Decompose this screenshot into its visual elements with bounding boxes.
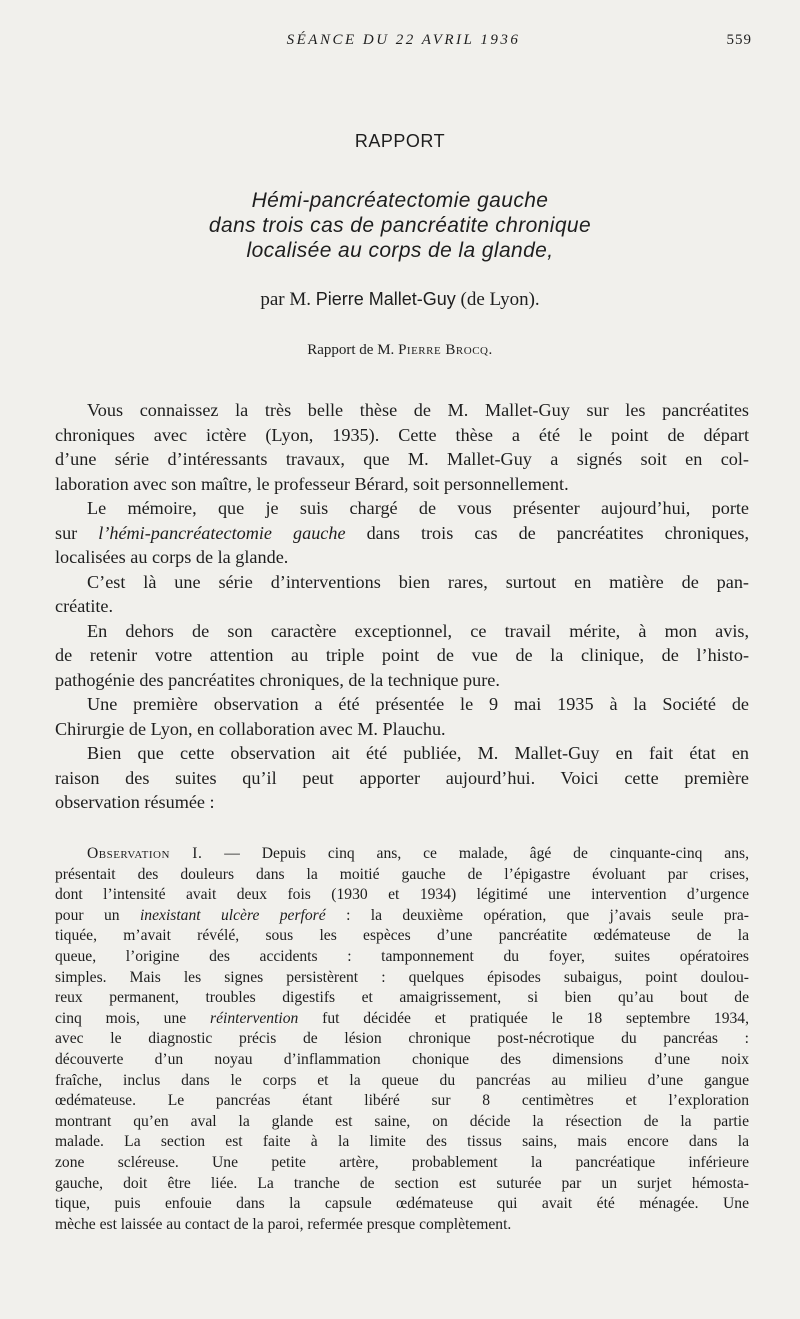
byline-suffix: (de Lyon). (460, 289, 540, 310)
observation-line: avec le diagnostic précis de lésion chronique post-nécrotique du pancréas : (55, 1030, 749, 1048)
paragraph-line: Le mémoire, que je suis chargé de vous présenter aujourd’hui, porte (87, 498, 749, 518)
text-fragment: pour un (55, 906, 120, 924)
paragraph-line: Vous connaissez la très belle thèse de M. Mallet-Guy sur les pancréatites (87, 400, 749, 420)
paragraph-line: C’est là une série d’interventions bien rares, surtout en matière de pan- (87, 571, 749, 592)
observation-line: simples. Mais les signes persistèrent : quelques épisodes subaigus, point doulou- (55, 968, 749, 986)
paragraph-line: observation résumée : (55, 792, 215, 812)
observation-line: présentait des douleurs dans la moitié gauche de l’épigastre évoluant par crises, (55, 865, 749, 883)
observation-line: œdémateuse. Le pancréas étant libéré sur 8 centimètres et l’exploration (55, 1092, 749, 1110)
text-fragment: sur (55, 522, 78, 543)
paragraph-line: localisées au corps de la glande. (55, 547, 289, 567)
observation-line: dont l’intensité avait deux fois (1930 et 1934) légitimé une intervention d’urgence (55, 886, 749, 904)
reporter-line (0, 342, 800, 359)
reporter-name: Pierre Brocq. (398, 342, 493, 358)
paragraph-line: d’une série d’intéressants travaux, que M. Mallet-Guy a signés soit en col- (55, 449, 749, 469)
paragraph-line: de retenir votre attention au triple point de vue de la clinique, de l’histo- (55, 645, 749, 665)
report-body (55, 398, 749, 815)
paragraph-line (55, 521, 749, 546)
observation-label: Observation I. (87, 845, 203, 862)
observation-line (55, 844, 749, 865)
observation-line: tiquée, m’avait révélé, sous les espèces d’une pancréatite œdémateuse de la (55, 927, 749, 945)
observation-line: malade. La section est faite à la limite des tissus sains, mais encore dans la (55, 1133, 749, 1151)
paragraph-line: créatite. (55, 596, 114, 616)
paragraph-line: Une première observation a été présentée le 9 mai 1935 à la Société de (87, 694, 749, 714)
title-line: localisée au corps de la glande, (246, 239, 554, 262)
title-line: dans trois cas de pancréatite chronique (208, 214, 592, 237)
observation-line: reux permanent, troubles digestifs et amaigrissement, si bien qu’au bout de (55, 989, 749, 1007)
observation-line (55, 1009, 749, 1030)
section-heading: RAPPORT (354, 131, 446, 151)
observation-line: tique, puis enfouie dans la capsule œdémateuse qui avait été ménagée. Une (55, 1195, 749, 1213)
paragraph-line: En dehors de son caractère exceptionnel, ce travail mérite, à mon avis, (87, 620, 749, 641)
observation-line: mèche est laissée au contact de la paroi, refermée presque complètement. (55, 1215, 512, 1233)
byline (0, 289, 800, 311)
reporter-prefix: Rapport de M. (307, 342, 395, 358)
observation-line: gauche, doit être liée. La tranche de section est suturée par un surjet hémosta- (55, 1174, 749, 1192)
page-number: 559 (726, 32, 752, 48)
paragraph-line: chroniques avec ictère (Lyon, 1935). Cette thèse a été le point de départ (55, 424, 749, 445)
text-fragment: dans trois cas de pancréatites chroniques, (366, 522, 749, 543)
observation-line: zone scléreuse. Une petite artère, probablement la pancréatique inférieure (55, 1153, 749, 1171)
observation-line: découverte d’un noyau d’inflammation chonique des dimensions d’une noix (55, 1050, 749, 1068)
author-name: Pierre Mallet-Guy (315, 289, 456, 309)
observation-line: queue, l’origine des accidents : tamponnement du foyer, suites opératoires (55, 947, 749, 965)
title-line: Hémi-pancréatectomie gauche (251, 189, 549, 212)
running-header (55, 32, 752, 54)
article-title (0, 188, 800, 263)
text-fragment: cinq mois, une (55, 1009, 187, 1027)
emphasized-text: réintervention (210, 1009, 299, 1027)
paragraph-line: Bien que cette observation ait été publiée, M. Mallet-Guy en fait état en (87, 743, 749, 763)
paragraph-line: pathogénie des pancréatites chroniques, de la technique pure. (55, 669, 500, 690)
text-fragment: : la deuxième opération, que j’avais seule pra- (346, 906, 749, 924)
text-fragment: — Depuis cinq ans, ce malade, âgé de cinquante-cinq ans, (224, 845, 749, 862)
observation-line (55, 906, 749, 927)
observation-line: montrant qu’en aval la glande est saine, on décide la résection de la partie (55, 1112, 749, 1130)
running-title: SÉANCE DU 22 AVRIL 1936 (286, 32, 521, 48)
text-fragment: fut décidée et pratiquée le 18 septembre 1934, (322, 1009, 749, 1027)
emphasized-text: inexistant ulcère perforé (139, 906, 326, 924)
paragraph-line: Chirurgie de Lyon, en collaboration avec M. Plauchu. (55, 718, 446, 739)
emphasized-text: l’hémi-pancréatectomie gauche (98, 522, 346, 543)
byline-prefix: par M. (260, 289, 311, 310)
paragraph-line: laboration avec son maître, le professeur Bérard, soit personnellement. (55, 473, 569, 494)
observation-block (55, 844, 749, 1235)
observation-line: fraîche, inclus dans le corps et la queue du pancréas au milieu d’une gangue (55, 1071, 749, 1089)
paragraph-line: raison des suites qu’il peut apporter aujourd’hui. Voici cette première (55, 767, 749, 788)
